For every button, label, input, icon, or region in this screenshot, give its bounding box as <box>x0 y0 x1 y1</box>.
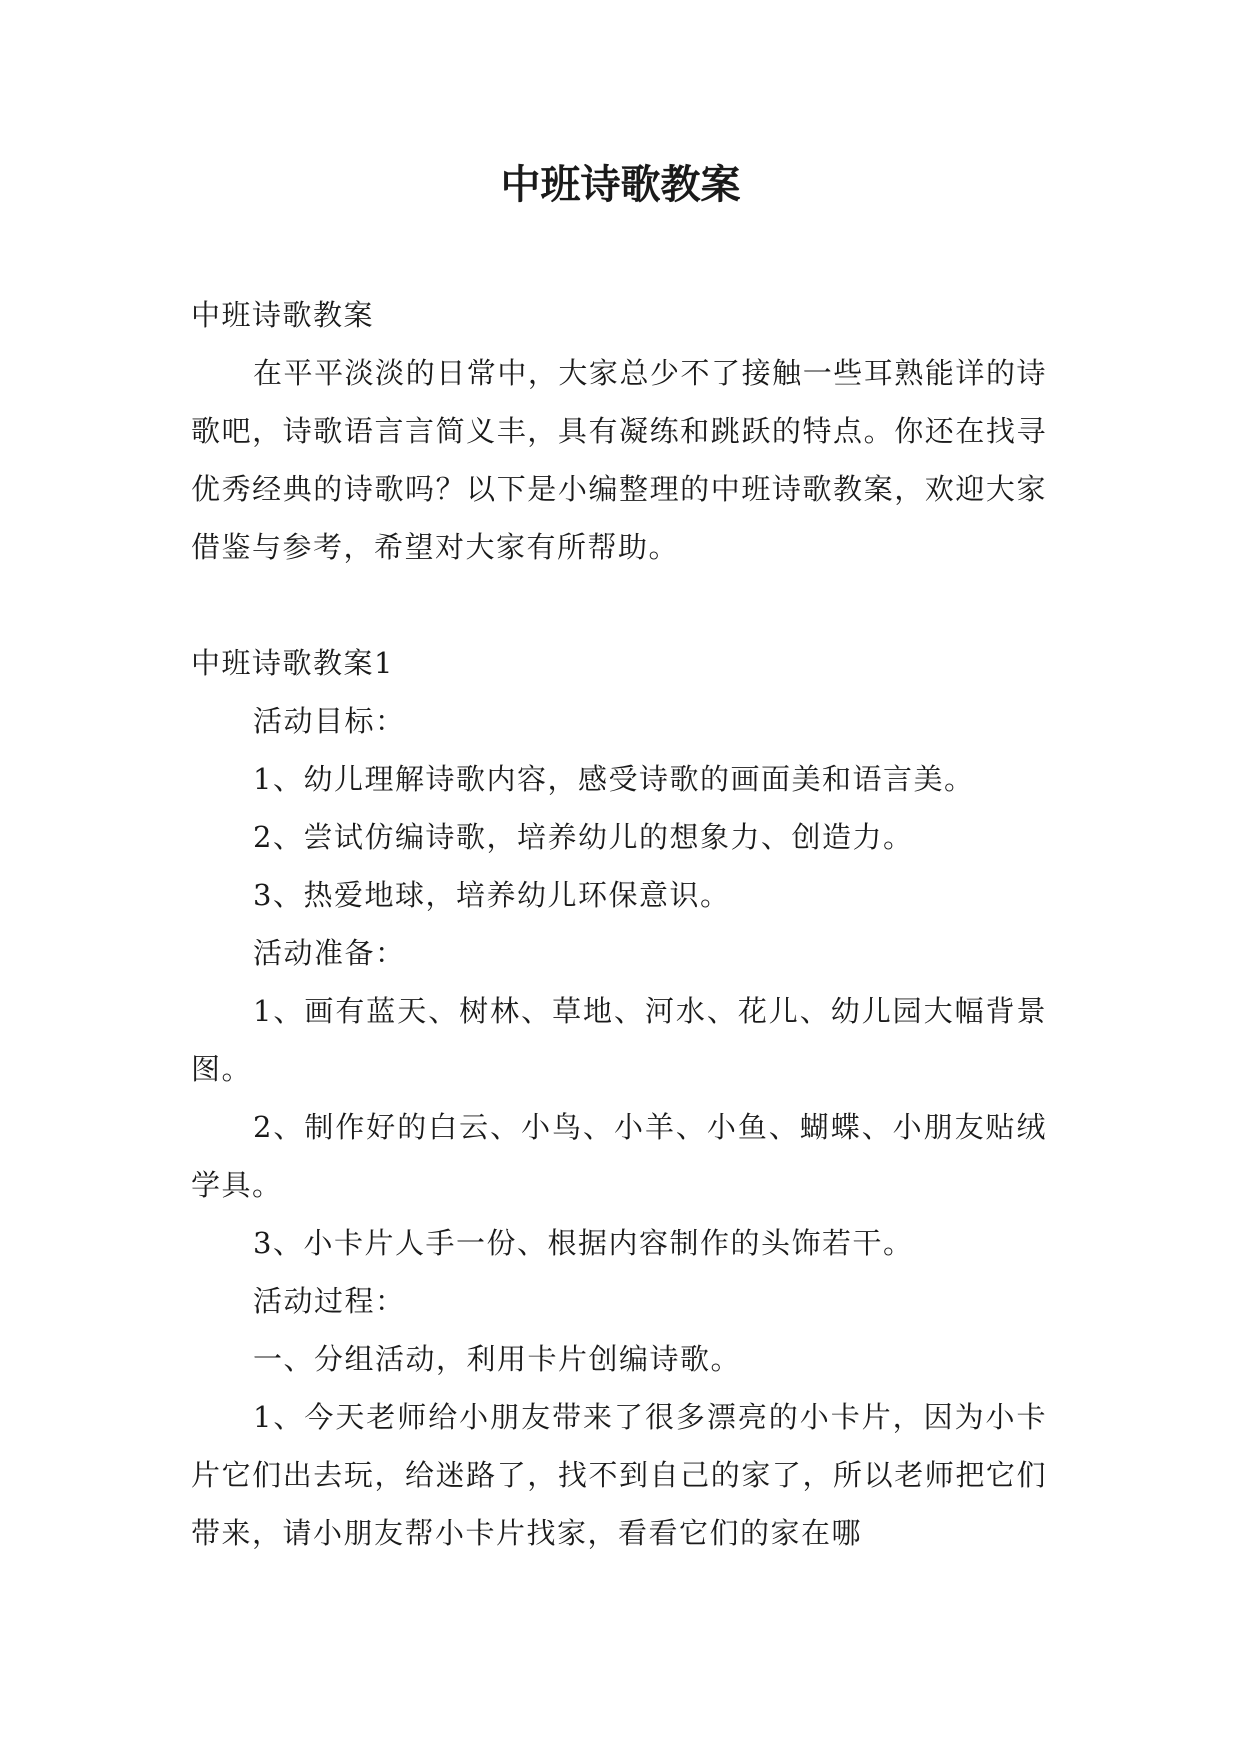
paragraph-activity-process: 活动过程： <box>253 1284 406 1318</box>
section-heading: 中班诗歌教案1 <box>191 646 394 680</box>
paragraph-activity-prep: 活动准备： <box>253 936 406 970</box>
paragraph-process-step-1: 一、分组活动，利用卡片创编诗歌。 <box>253 1342 742 1376</box>
paragraph-goal-2: 2、尝试仿编诗歌，培养幼儿的想象力、创造力。 <box>253 820 914 854</box>
document-subtitle: 中班诗歌教案 <box>191 298 375 332</box>
paragraph-prep-3: 3、小卡片人手一份、根据内容制作的头饰若干。 <box>253 1226 914 1260</box>
paragraph-prep-1: 1、画有蓝天、树林、草地、河水、花儿、幼儿园大幅背景图。 <box>191 994 1047 1086</box>
document-title: 中班诗歌教案 <box>500 161 741 208</box>
paragraph-goal-3: 3、热爱地球，培养幼儿环保意识。 <box>253 878 731 912</box>
intro-paragraph: 在平平淡淡的日常中，大家总少不了接触一些耳熟能详的诗歌吧，诗歌语言言简义丰，具有凝练和跳跃的特点。你还在找寻优秀经典的诗歌吗？以下是小编整理的中班诗歌教案，欢迎大家借鉴与参考，希望对大家有所帮助。 <box>191 356 1047 564</box>
paragraph-process-detail-1: 1、今天老师给小朋友带来了很多漂亮的小卡片，因为小卡片它们出去玩，给迷路了，找不到自己的家了，所以老师把它们带来，请小朋友帮小卡片找家，看看它们的家在哪 <box>191 1400 1047 1550</box>
document-body <box>191 286 1047 1562</box>
paragraph-activity-goals: 活动目标： <box>253 704 406 738</box>
paragraph-prep-2: 2、制作好的白云、小鸟、小羊、小鱼、蝴蝶、小朋友贴绒学具。 <box>191 1110 1047 1202</box>
paragraph-goal-1: 1、幼儿理解诗歌内容，感受诗歌的画面美和语言美。 <box>253 762 975 796</box>
